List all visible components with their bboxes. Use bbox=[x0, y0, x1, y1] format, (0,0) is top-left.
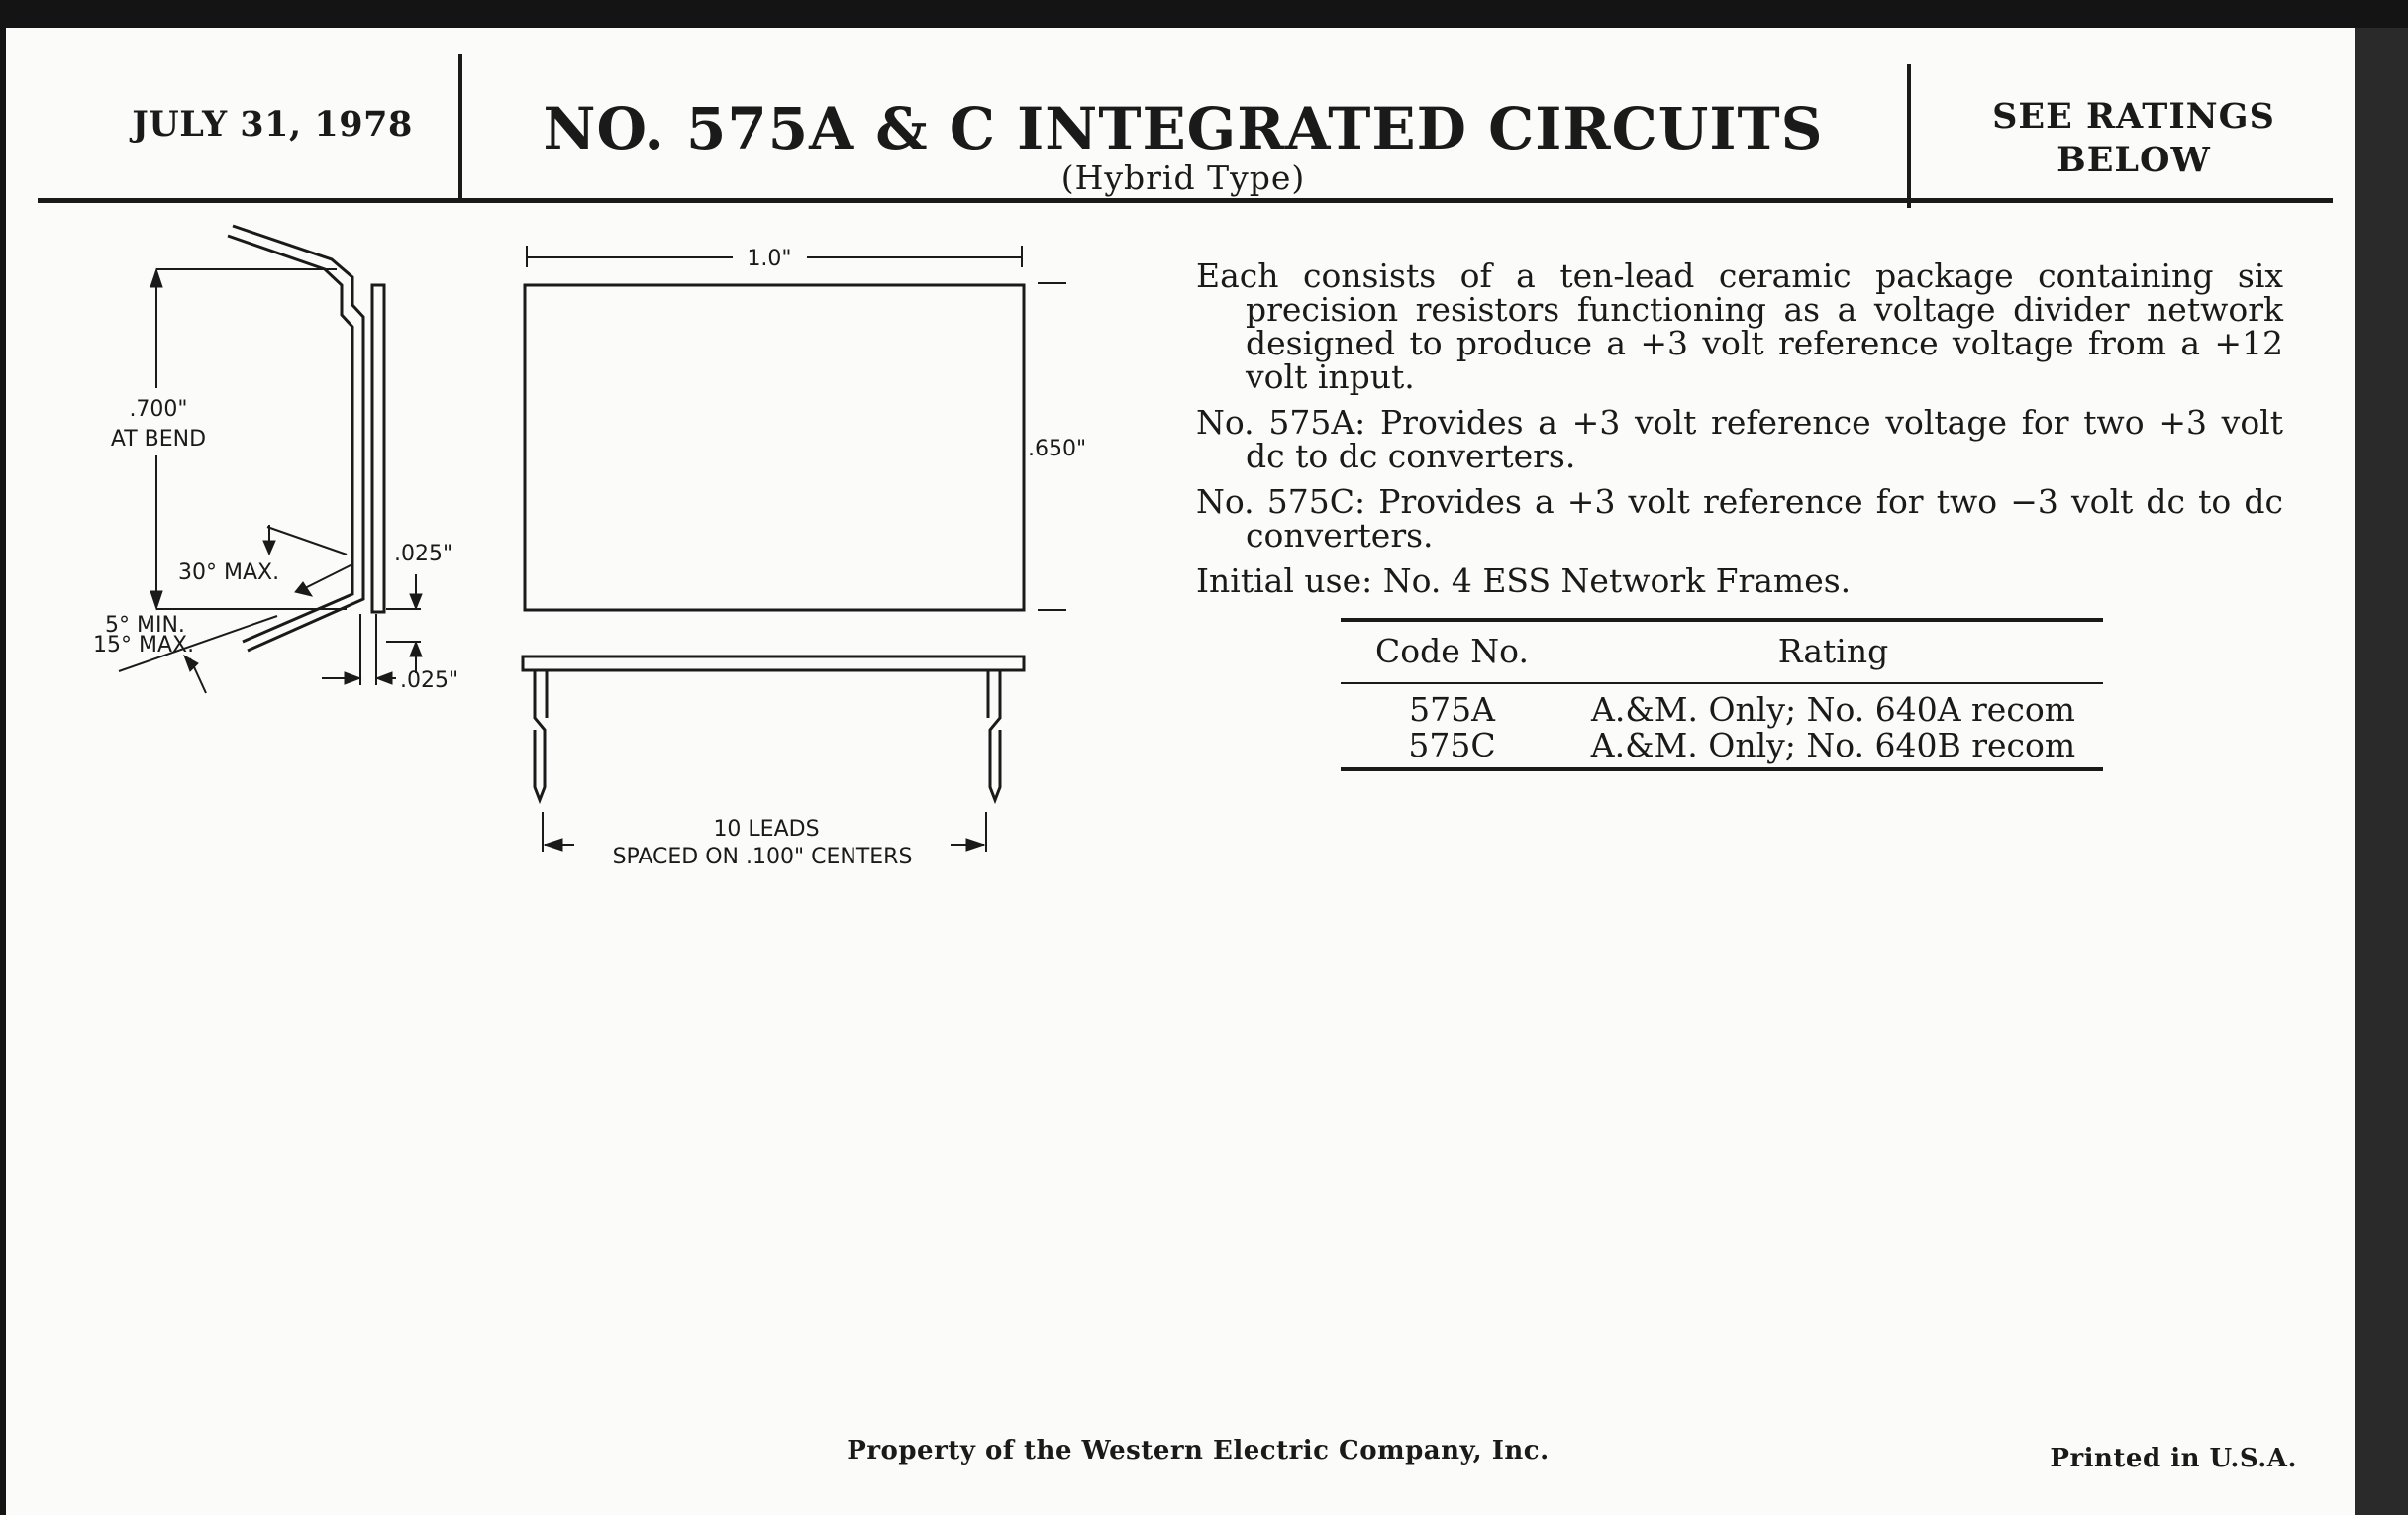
height-dimension-note: AT BEND bbox=[110, 427, 207, 452]
rating-cell: A.&M. Only; No. 640B recom bbox=[1590, 726, 2076, 764]
table-row bbox=[1341, 728, 2103, 763]
header-rating: Rating bbox=[1777, 632, 1889, 670]
lead-count-label: 10 LEADS bbox=[713, 817, 820, 842]
printed-notice: Printed in U.S.A. bbox=[2050, 1444, 2297, 1473]
see-ratings-note: SEE RATINGS BELOW bbox=[1992, 96, 2275, 180]
top-view-height-label: .650" bbox=[1028, 437, 1087, 461]
header-code-no: Code No. bbox=[1375, 632, 1529, 670]
issue-date: JULY 31, 1978 bbox=[132, 104, 413, 145]
description-575c: No. 575C: Provides a +3 volt reference for two −3 volt dc to dc converters. bbox=[1196, 482, 2283, 555]
thickness-bottom-label: .025" bbox=[400, 668, 459, 693]
code-cell: 575C bbox=[1408, 726, 1496, 764]
header-divider-right bbox=[1907, 64, 1911, 208]
lead-angle-min-label: 5° MIN. bbox=[105, 613, 185, 638]
table-bottom-rule bbox=[1341, 767, 2103, 771]
top-view-width-label: 1.0" bbox=[747, 247, 792, 271]
top-view-package bbox=[525, 285, 1024, 610]
header-divider-left bbox=[458, 54, 462, 198]
page-edge bbox=[2355, 28, 2408, 1515]
lead-angle-max-label: 15° MAX. bbox=[93, 633, 195, 657]
table-header-row bbox=[1341, 622, 2103, 682]
height-dimension-label: .700" bbox=[129, 397, 188, 422]
lead-spacing-label: SPACED ON .100" CENTERS bbox=[612, 845, 913, 869]
rating-cell: A.&M. Only; No. 640A recom bbox=[1591, 690, 2075, 729]
ratings-table bbox=[1341, 618, 2103, 771]
table-row bbox=[1341, 692, 2103, 728]
description-paragraph: Each consists of a ten-lead ceramic package containing six precision resistors functioning as a voltage divider network designed to produce a +3 volt reference voltage from a +12 volt input. bbox=[1196, 256, 2283, 396]
side-view-upper-lead bbox=[233, 226, 363, 545]
front-view-substrate bbox=[523, 656, 1024, 670]
description-text bbox=[1196, 256, 2283, 610]
header-rule bbox=[38, 198, 2333, 203]
front-view-lead-left bbox=[535, 670, 545, 800]
side-view-body bbox=[372, 285, 384, 612]
description-575a: No. 575A: Provides a +3 volt reference voltage for two +3 volt dc to dc converters. bbox=[1196, 403, 2283, 475]
bend-angle-label: 30° MAX. bbox=[178, 560, 280, 585]
initial-use: Initial use: No. 4 ESS Network Frames. bbox=[1196, 561, 1852, 600]
property-notice: Property of the Western Electric Company, Inc. bbox=[847, 1436, 1550, 1465]
front-view-lead-right bbox=[990, 670, 1000, 800]
code-cell: 575A bbox=[1409, 690, 1495, 729]
page-title: NO. 575A & C INTEGRATED CIRCUITS bbox=[543, 95, 1824, 162]
thickness-top-label: .025" bbox=[394, 542, 453, 566]
package-drawing bbox=[79, 208, 1218, 921]
page-subtitle: (Hybrid Type) bbox=[1060, 158, 1306, 197]
